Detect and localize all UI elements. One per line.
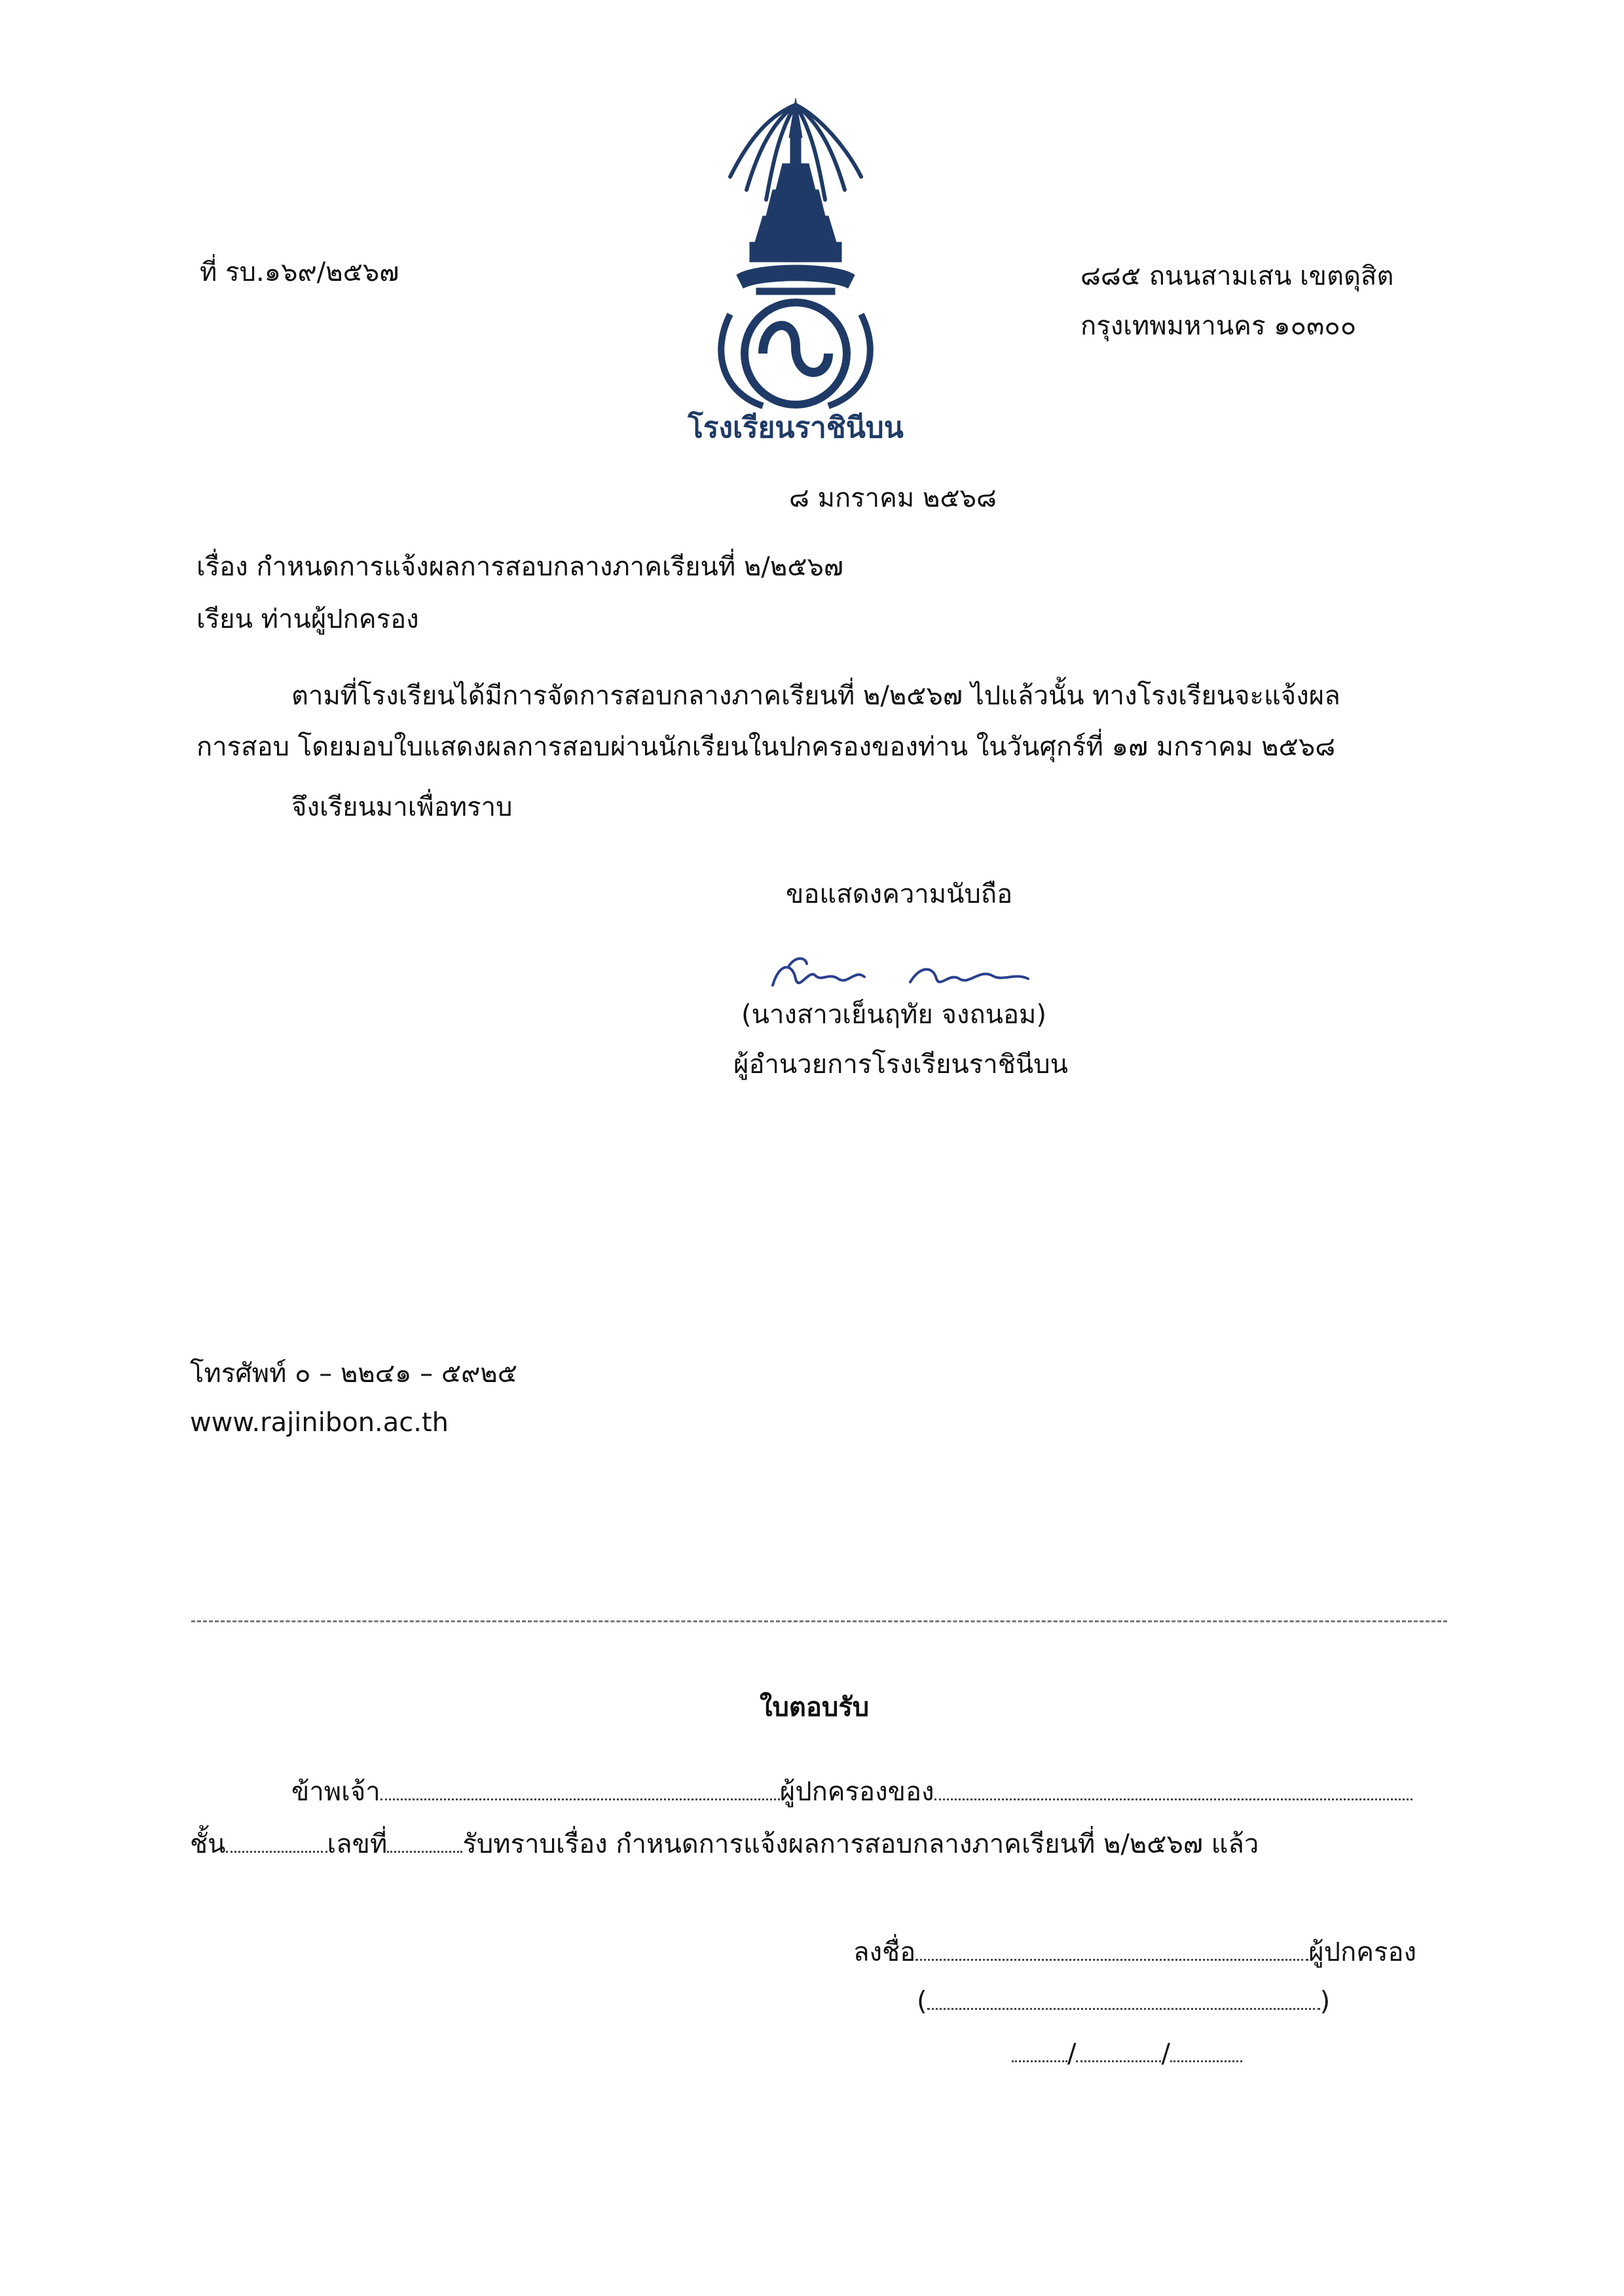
date-slash-2: /: [1161, 2039, 1170, 2069]
address-line-2: กรุงเทพมหานคร ๑๐๓๐๐: [1080, 311, 1357, 341]
signature-field[interactable]: [915, 1931, 1308, 1961]
signer-title: ผู้อำนวยการโรงเรียนราชินีบน: [733, 1049, 1068, 1080]
website-link[interactable]: www.rajinibon.ac.th: [190, 1408, 449, 1438]
month-field[interactable]: [1076, 2033, 1161, 2062]
date-slash-1: /: [1067, 2039, 1077, 2069]
letter-closing: ขอแสดงความนับถือ: [786, 879, 1013, 909]
letter-subject: เรื่อง กำหนดการแจ้งผลการสอบกลางภาคเรียนที่ ๒/๒๕๖๗: [196, 552, 843, 582]
signature-image: [766, 949, 1067, 1002]
cut-line-divider: [191, 1620, 1447, 1622]
reference-number: ที่ รบ.๑๖๙/๒๕๖๗: [200, 257, 399, 287]
paren-close: ): [1320, 1986, 1331, 2016]
acknowledge-text: รับทราบเรื่อง กำหนดการแจ้งผลการสอบกลางภาคเรียนที่ ๒/๒๕๖๗ แล้ว: [462, 1829, 1259, 1859]
label-parent-of: ผู้ปกครองของ: [779, 1777, 934, 1807]
reply-row-sign: [853, 1931, 1416, 1971]
reply-row-1: [291, 1771, 1412, 1810]
label-parent: ผู้ปกครอง: [1308, 1937, 1417, 1967]
student-name-field[interactable]: [934, 1771, 1412, 1800]
body-line-3: จึงเรียนมาเพื่อทราบ: [291, 792, 513, 822]
letter-date: ๘ มกราคม ๒๕๖๘: [789, 483, 997, 513]
school-logo: [684, 79, 907, 445]
paren-open: (: [917, 1986, 927, 2016]
reply-row-date: [1012, 2033, 1242, 2072]
name-field[interactable]: [380, 1771, 780, 1800]
letter-recipient: เรียน ท่านผู้ปกครอง: [196, 604, 419, 634]
day-field[interactable]: [1012, 2033, 1067, 2062]
label-number: เลขที่: [327, 1829, 388, 1859]
address-line-1: ๘๘๕ ถนนสามเสน เขตดุสิต: [1080, 261, 1394, 291]
label-sign: ลงชื่อ: [853, 1937, 916, 1967]
printed-name-field[interactable]: [927, 1980, 1320, 2010]
class-field[interactable]: [226, 1823, 327, 1853]
student-number-field[interactable]: [387, 1823, 462, 1853]
year-field[interactable]: [1170, 2033, 1242, 2062]
phone-number: โทรศัพท์ ๐ – ๒๒๔๑ – ๕๙๒๕: [190, 1358, 518, 1389]
reply-row-printed-name: [917, 1980, 1330, 2020]
signer-name: (นางสาวเย็นฤทัย จงถนอม): [741, 1000, 1046, 1030]
body-line-2: การสอบ โดยมอบใบแสดงผลการสอบผ่านนักเรียนในปกครองของท่าน ในวันศุกร์ที่ ๑๗ มกราคม ๒๕๖๘: [196, 732, 1336, 762]
reply-row-2: [190, 1823, 1259, 1863]
label-i: ข้าพเจ้า: [291, 1777, 380, 1807]
body-line-1: ตามที่โรงเรียนได้มีการจัดการสอบกลางภาคเรียนที่ ๒/๒๕๖๗ ไปแล้วนั้น ทางโรงเรียนจะแจ้งผล: [291, 681, 1340, 711]
reply-form-title: ใบตอบรับ: [760, 1692, 870, 1722]
label-class: ชั้น: [190, 1829, 226, 1859]
logo-text: โรงเรียนราชินีบน: [688, 411, 904, 445]
